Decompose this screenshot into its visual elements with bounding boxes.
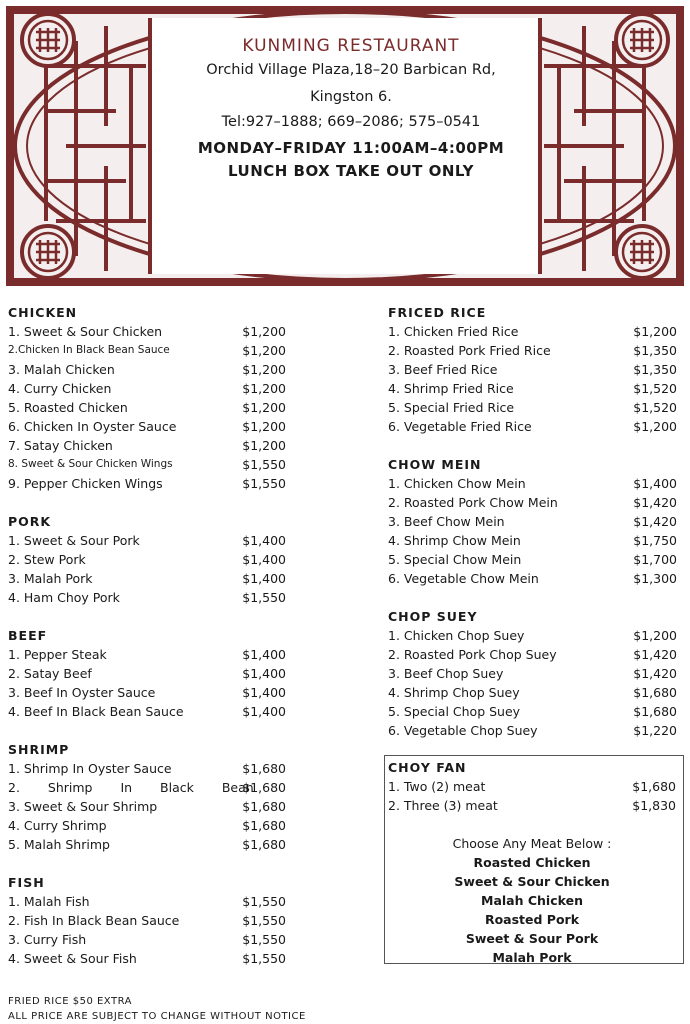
menu-item: [8, 702, 286, 721]
menu-item: [8, 911, 286, 930]
item-name: 2. Three (3) meat: [388, 798, 498, 813]
section-title: SHRIMP: [8, 742, 70, 757]
menu-item: [8, 664, 286, 683]
menu-item: [388, 626, 677, 645]
item-name: 5. Special Chow Mein: [388, 552, 522, 567]
section-spacer: [8, 607, 286, 626]
choy-fan-box: [384, 755, 684, 964]
section-title: BEEF: [8, 628, 48, 643]
menu-item: [8, 797, 286, 816]
item-name: 3. Beef In Oyster Sauce: [8, 685, 156, 700]
menu-item: [388, 360, 677, 379]
item-price: $1,550: [242, 894, 286, 909]
item-name: 2. Roasted Pork Chow Mein: [388, 495, 558, 510]
item-name: 1. Sweet & Sour Chicken: [8, 324, 163, 339]
menu-item: [388, 550, 677, 569]
item-name: 2. Satay Beef: [8, 666, 92, 681]
menu-item: [388, 474, 677, 493]
footer-note-disclaimer: ALL PRICE ARE SUBJECT TO CHANGE WITHOUT NOTICE: [8, 1011, 306, 1022]
menu-item: [8, 341, 286, 360]
item-price: $1,520: [633, 400, 677, 415]
menu-item: [8, 645, 286, 664]
item-price: $1,550: [242, 913, 286, 928]
item-price: $1,400: [242, 533, 286, 548]
item-price: $1,700: [633, 552, 677, 567]
item-price: $1,750: [633, 533, 677, 548]
menu-item: [8, 892, 286, 911]
item-price: $1,200: [242, 400, 286, 415]
item-price: $1,200: [242, 438, 286, 453]
phone-numbers: Tel:927–1888; 669–2086; 575–0541: [221, 114, 481, 130]
item-price: $1,400: [242, 552, 286, 567]
meat-option: Sweet & Sour Chicken: [454, 874, 610, 889]
menu-item: [388, 398, 677, 417]
menu-item: [8, 835, 286, 854]
item-name: 4. Beef In Black Bean Sauce: [8, 704, 184, 719]
item-price: $1,680: [242, 799, 286, 814]
menu-item: [388, 664, 677, 683]
section-spacer: [388, 436, 677, 455]
item-price: $1,680: [242, 818, 286, 833]
item-price: $1,200: [242, 362, 286, 377]
item-name: 2. Shrimp In Black Bean: [8, 780, 254, 795]
meat-option: Malah Pork: [492, 950, 572, 965]
item-price: $1,680: [633, 704, 677, 719]
restaurant-name: KUNMING RESTAURANT: [242, 36, 460, 56]
item-name: 1. Shrimp In Oyster Sauce: [8, 761, 172, 776]
menu-item: [8, 322, 286, 341]
item-price: $1,420: [633, 666, 677, 681]
item-name: 3. Beef Chop Suey: [388, 666, 504, 681]
item-price: $1,680: [242, 780, 286, 795]
item-price: $1,200: [242, 324, 286, 339]
menu-item: [388, 341, 677, 360]
section-spacer: [388, 588, 677, 607]
menu-item: [388, 777, 676, 796]
menu-item: [8, 474, 286, 493]
menu-item: [8, 816, 286, 835]
item-price: $1,830: [632, 798, 676, 813]
city: Kingston 6.: [310, 89, 392, 105]
item-name: 1. Chicken Chop Suey: [388, 628, 525, 643]
item-price: $1,200: [633, 628, 677, 643]
item-price: $1,200: [633, 419, 677, 434]
menu-item: [8, 436, 286, 455]
item-name: 2. Stew Pork: [8, 552, 86, 567]
choose-meat-title: Choose Any Meat Below :: [452, 836, 612, 851]
menu-item: [8, 417, 286, 436]
menu-item: [388, 379, 677, 398]
meat-option: Roasted Chicken: [473, 855, 591, 870]
item-name: 5. Malah Shrimp: [8, 837, 110, 852]
menu-item: [8, 930, 286, 949]
item-name: 4. Shrimp Chow Mein: [388, 533, 521, 548]
item-name: 4. Shrimp Fried Rice: [388, 381, 514, 396]
menu-item: [388, 512, 677, 531]
item-name: 4. Shrimp Chop Suey: [388, 685, 520, 700]
meat-option: Sweet & Sour Pork: [465, 931, 599, 946]
section-spacer: [8, 493, 286, 512]
item-name: 2. Roasted Pork Chop Suey: [388, 647, 557, 662]
item-name: 5. Special Fried Rice: [388, 400, 515, 415]
item-name: 8. Sweet & Sour Chicken Wings: [8, 458, 173, 470]
item-price: $1,200: [242, 381, 286, 396]
item-name: 2. Roasted Pork Fried Rice: [388, 343, 551, 358]
item-price: $1,550: [242, 932, 286, 947]
menu-item: [8, 569, 286, 588]
item-name: 4. Sweet & Sour Fish: [8, 951, 137, 966]
item-price: $1,400: [242, 704, 286, 719]
menu-item: [388, 322, 677, 341]
menu-item: [388, 645, 677, 664]
item-name: 2. Fish In Black Bean Sauce: [8, 913, 180, 928]
menu-item: [8, 455, 286, 474]
item-name: 6. Vegetable Chop Suey: [388, 723, 538, 738]
menu-item: [388, 531, 677, 550]
item-price: $1,200: [633, 324, 677, 339]
item-price: $1,400: [242, 571, 286, 586]
item-name: 5. Roasted Chicken: [8, 400, 128, 415]
item-name: 4. Curry Chicken: [8, 381, 112, 396]
item-name: 1. Pepper Steak: [8, 647, 107, 662]
item-price: $1,350: [633, 343, 677, 358]
header-banner: [6, 6, 684, 286]
item-price: $1,400: [633, 476, 677, 491]
menu-item: [8, 588, 286, 607]
menu-item: [388, 569, 677, 588]
menu-item: [8, 379, 286, 398]
item-name: 4. Curry Shrimp: [8, 818, 107, 833]
item-name: 9. Pepper Chicken Wings: [8, 476, 163, 491]
item-name: 1. Sweet & Sour Pork: [8, 533, 140, 548]
item-name: 6. Vegetable Chow Mein: [388, 571, 539, 586]
meat-option: Malah Chicken: [481, 893, 583, 908]
menu-item: [8, 398, 286, 417]
menu-item: [388, 683, 677, 702]
item-price: $1,220: [633, 723, 677, 738]
item-price: $1,400: [242, 666, 286, 681]
item-name: 1. Malah Fish: [8, 894, 90, 909]
item-name: 2.Chicken In Black Bean Sauce: [8, 344, 170, 356]
item-name: 1. Two (2) meat: [388, 779, 486, 794]
item-price: $1,300: [633, 571, 677, 586]
section-title: CHOW MEIN: [388, 457, 482, 472]
item-price: $1,520: [633, 381, 677, 396]
menu-column-left: [8, 303, 286, 968]
item-name: 3. Curry Fish: [8, 932, 87, 947]
menu-item: [8, 949, 286, 968]
footer-notes: [8, 994, 306, 1024]
section-title: PORK: [8, 514, 52, 529]
item-name: 3. Beef Fried Rice: [388, 362, 498, 377]
item-price: $1,550: [242, 476, 286, 491]
item-price: $1,550: [242, 590, 286, 605]
item-price: $1,680: [632, 779, 676, 794]
item-price: $1,350: [633, 362, 677, 377]
opening-hours: MONDAY–FRIDAY 11:00AM–4:00PM: [197, 139, 505, 157]
menu-item: [8, 550, 286, 569]
item-price: $1,550: [242, 951, 286, 966]
section-title: FRICED RICE: [388, 305, 487, 320]
item-price: $1,680: [242, 761, 286, 776]
item-name: 3. Sweet & Sour Shrimp: [8, 799, 158, 814]
menu-item: [388, 493, 677, 512]
section-title: FISH: [8, 875, 45, 890]
menu-item: [8, 759, 286, 778]
item-price: $1,680: [242, 837, 286, 852]
item-name: 5. Special Chop Suey: [388, 704, 521, 719]
section-spacer: [8, 721, 286, 740]
item-name: 3. Beef Chow Mein: [388, 514, 505, 529]
meat-option: Roasted Pork: [484, 912, 580, 927]
menu-item: [8, 360, 286, 379]
item-name: 3. Malah Pork: [8, 571, 93, 586]
item-name: 6. Chicken In Oyster Sauce: [8, 419, 177, 434]
menu-column-right: [388, 303, 677, 740]
menu-item: [388, 721, 677, 740]
item-name: 1. Chicken Fried Rice: [388, 324, 519, 339]
menu-item: [388, 796, 676, 815]
item-price: $1,400: [242, 647, 286, 662]
item-name: 7. Satay Chicken: [8, 438, 113, 453]
section-title: CHOP SUEY: [388, 609, 478, 624]
item-price: $1,680: [633, 685, 677, 700]
item-price: $1,420: [633, 514, 677, 529]
menu-item: [8, 531, 286, 550]
item-name: 3. Malah Chicken: [8, 362, 115, 377]
item-name: 4. Ham Choy Pork: [8, 590, 120, 605]
address: Orchid Village Plaza,18–20 Barbican Rd,: [206, 62, 496, 78]
item-price: $1,400: [242, 685, 286, 700]
item-price: $1,420: [633, 647, 677, 662]
section-title: CHOY FAN: [388, 760, 467, 775]
section-spacer: [8, 854, 286, 873]
item-name: 1. Chicken Chow Mein: [388, 476, 526, 491]
item-price: $1,550: [242, 457, 286, 472]
menu-item: [8, 778, 286, 797]
item-price: $1,420: [633, 495, 677, 510]
item-price: $1,200: [242, 343, 286, 358]
menu-item: [388, 417, 677, 436]
menu-item: [8, 683, 286, 702]
item-price: $1,200: [242, 419, 286, 434]
footer-note-extra: FRIED RICE $50 EXTRA: [8, 996, 132, 1007]
item-name: 6. Vegetable Fried Rice: [388, 419, 532, 434]
menu-item: [388, 702, 677, 721]
section-title: CHICKEN: [8, 305, 78, 320]
service-note: LUNCH BOX TAKE OUT ONLY: [227, 162, 475, 180]
